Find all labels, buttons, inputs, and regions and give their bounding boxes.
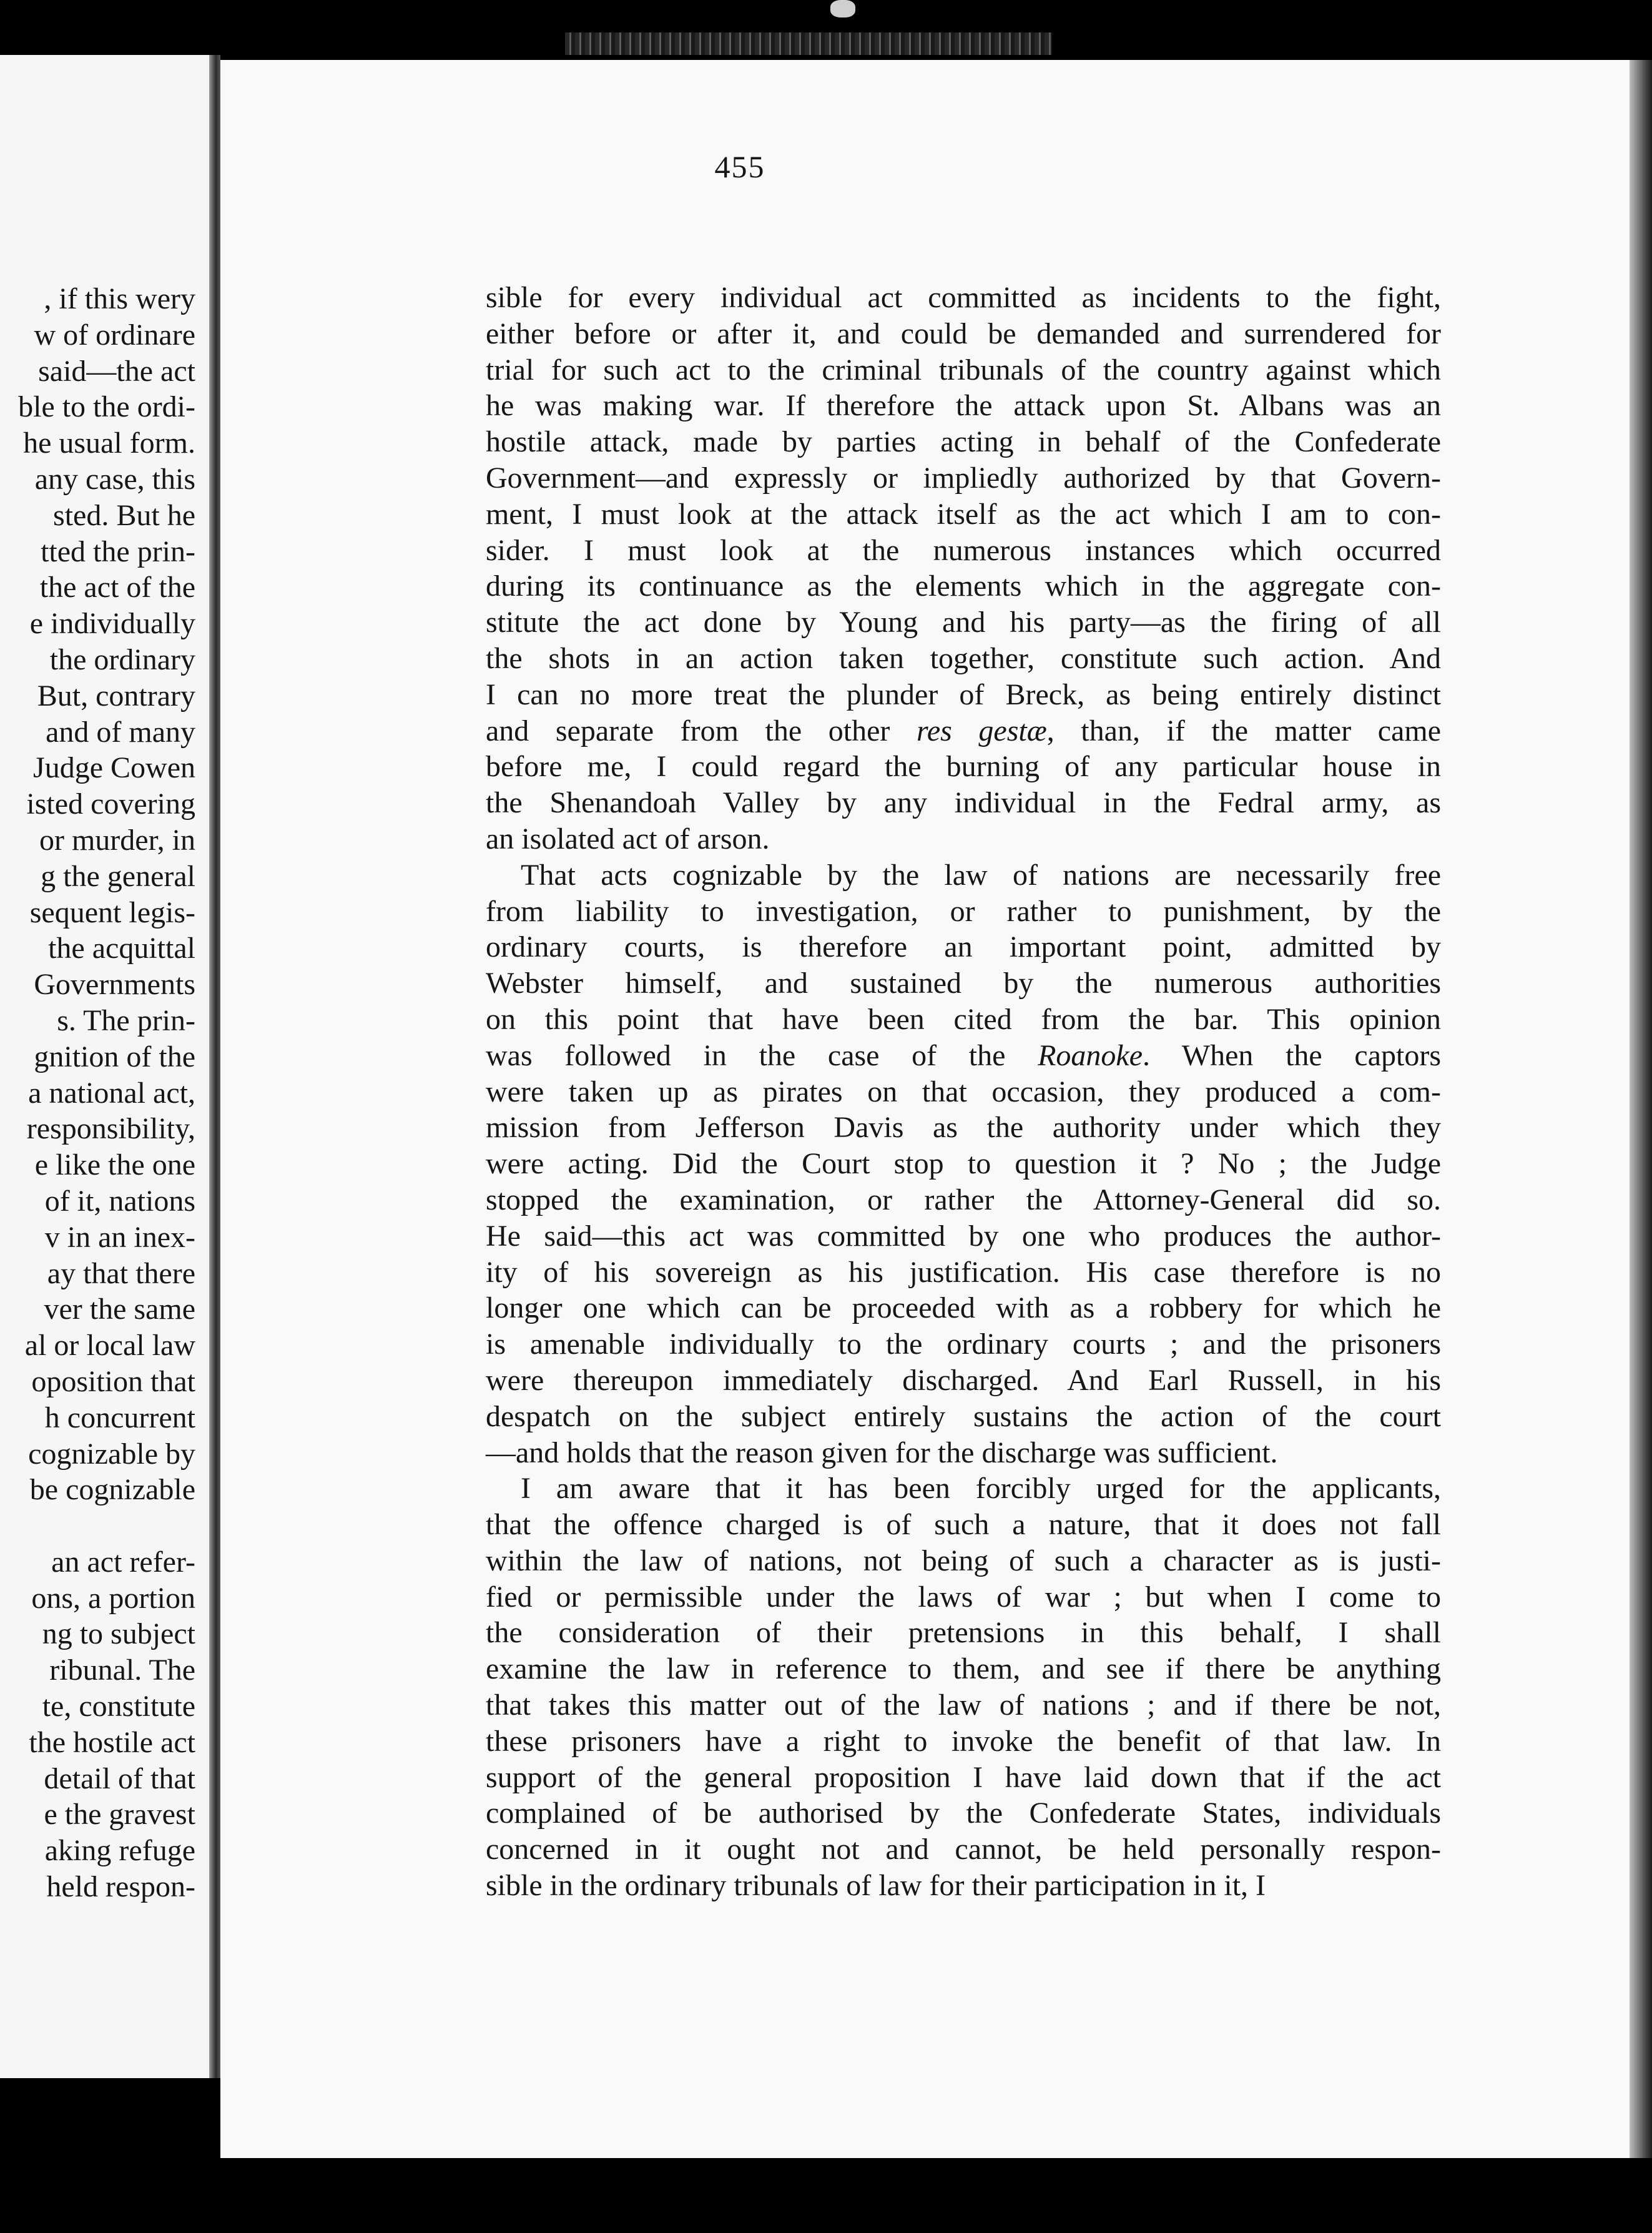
left-page-line: s. The prin- (57, 1003, 195, 1037)
left-page-line: detail of that (44, 1762, 195, 1795)
left-page-line: , if this wery (44, 282, 195, 315)
left-page-line: gnition of the (34, 1040, 195, 1073)
left-page-line: tted the prin- (41, 535, 195, 568)
left-page-line: sequent legis- (29, 895, 195, 929)
text-line: He said—this act was committed by one who produces the author- (486, 1219, 1441, 1253)
left-page-line: isted covering (26, 787, 195, 821)
left-page-line: ay that there (47, 1256, 195, 1290)
text-line: ity of his sovereign as his justification. His case therefore is no (486, 1255, 1441, 1289)
text-line: within the law of nations, not being of such a character as is justi- (486, 1544, 1441, 1577)
left-page-line: ble to the ordi- (18, 390, 195, 424)
text-line: examine the law in reference to them, and see if there be anything (486, 1652, 1441, 1686)
page-number: 455 (714, 149, 765, 184)
text-line: support of the general proposition I have laid down that if the act (486, 1760, 1441, 1794)
text-line: sider. I must look at the numerous instances which occurred (486, 533, 1441, 567)
text-line: hostile attack, made by parties acting in behalf of the Confederate (486, 425, 1441, 459)
left-page-line: e individually (29, 607, 195, 641)
left-page-line: he usual form. (23, 426, 195, 460)
left-page-line: responsibility, (26, 1112, 195, 1146)
left-page-line: or murder, in (39, 823, 195, 857)
text-line: these prisoners have a right to invoke the benefit of that law. In (486, 1724, 1441, 1758)
left-page-line: a national act, (28, 1076, 195, 1110)
left-page-line: held respon- (46, 1870, 195, 1904)
text-line: sible in the ordinary tribunals of law for their participation in it, I (486, 1869, 1266, 1903)
left-page-line: of it, nations (44, 1184, 195, 1218)
left-page-line: the acquittal (48, 932, 195, 965)
text-line: he was making war. If therefore the attack upon St. Albans was an (486, 389, 1441, 423)
text-line: the Shenandoah Valley by any individual in the Fedral army, as (486, 786, 1441, 820)
text-line: were taken up as pirates on that occasion, they produced a com- (486, 1075, 1441, 1108)
text-line: mission from Jefferson Davis as the authority under which they (486, 1111, 1441, 1145)
text-line: despatch on the subject entirely sustains the action of the court (486, 1399, 1441, 1433)
text-line: and separate from the other res gestæ, than, if the matter came (486, 714, 1442, 747)
left-page-line: te, constitute (42, 1690, 195, 1723)
text-line: trial for such act to the criminal tribunals of the country against which (486, 353, 1441, 387)
text-line: Webster himself, and sustained by the numerous authorities (486, 967, 1441, 1000)
text-line: That acts cognizable by the law of nations are necessarily free (521, 858, 1441, 892)
text-line: on this point that have been cited from the bar. This opinion (486, 1002, 1441, 1036)
text-line: Government—and expressly or impliedly authorized by that Govern- (486, 461, 1441, 495)
page-edge-shadow (1630, 60, 1652, 2158)
left-page-line: the hostile act (29, 1725, 195, 1759)
left-page-line: h concurrent (44, 1401, 195, 1434)
text-line: I am aware that it has been forcibly urged for the applicants, (521, 1472, 1441, 1506)
page-gutter (209, 55, 220, 2078)
left-page-line: aking refuge (44, 1834, 195, 1868)
left-page-line: Governments (34, 968, 195, 1002)
left-page-line: be cognizable (29, 1473, 195, 1507)
left-page (0, 55, 209, 2078)
text-line: that takes this matter out of the law of nations ; and if there be not, (486, 1688, 1441, 1722)
text-line: sible for every individual act committed as incidents to the fight, (486, 281, 1441, 314)
text-line: were acting. Did the Court stop to question it ? No ; the Judge (486, 1147, 1441, 1181)
left-page-line: Judge Cowen (33, 751, 195, 785)
left-page-line: cognizable by (28, 1437, 195, 1471)
binding-strip (565, 32, 1052, 55)
left-page-line: the act of the (39, 571, 195, 604)
text-line: before me, I could regard the burning of any particular house in (486, 750, 1441, 784)
text-line: that the offence charged is of such a nature, that it does not fall (486, 1508, 1441, 1542)
text-line: during its continuance as the elements which in the aggregate con- (486, 569, 1441, 603)
text-line: the consideration of their pretensions in this behalf, I shall (486, 1616, 1441, 1650)
text-line: the shots in an action taken together, constitute such action. And (486, 641, 1441, 675)
text-line: were thereupon immediately discharged. And Earl Russell, in his (486, 1363, 1441, 1397)
text-line: stopped the examination, or rather the Attorney-General did so. (486, 1183, 1441, 1216)
text-line: ment, I must look at the attack itself as the act which I am to con- (486, 497, 1441, 531)
left-page-line: al or local law (24, 1329, 195, 1363)
scan-speck (830, 0, 855, 17)
left-page-line: the ordinary (49, 643, 195, 676)
text-line: is amenable individually to the ordinary courts ; and the prisoners (486, 1328, 1441, 1361)
left-page-line: an act refer- (51, 1545, 195, 1579)
left-page-line: ons, a portion (31, 1581, 195, 1615)
left-page-line: ng to subject (42, 1617, 195, 1651)
text-line: ordinary courts, is therefore an important point, admitted by (486, 930, 1441, 964)
text-line: an isolated act of arson. (486, 822, 770, 855)
left-page-line: But, contrary (37, 679, 195, 712)
text-line: fied or permissible under the laws of war ; but when I come to (486, 1580, 1441, 1614)
left-page-line: w of ordinare (34, 318, 195, 352)
body-text (486, 280, 1441, 1904)
left-page-line: any case, this (34, 462, 195, 496)
left-page-line: ribunal. The (49, 1654, 195, 1687)
left-page-line: said—the act (38, 354, 195, 388)
text-line: from liability to investigation, or rather to punishment, by the (486, 894, 1441, 928)
left-page-line (18, 1508, 195, 1544)
text-line: I can no more treat the plunder of Breck, as being entirely distinct (486, 678, 1441, 711)
text-line: was followed in the case of the Roanoke. When the captors (486, 1038, 1442, 1072)
text-line: either before or after it, and could be demanded and surrendered for (486, 317, 1441, 350)
left-page-line: e the gravest (44, 1798, 195, 1831)
text-line: —and holds that the reason given for the discharge was sufficient. (486, 1436, 1278, 1469)
text-line: concerned in it ought not and cannot, be held personally respon- (486, 1833, 1441, 1866)
left-page-line: v in an inex- (44, 1220, 195, 1254)
left-page-text (18, 281, 195, 1905)
text-line: longer one which can be proceeded with as a robbery for which he (486, 1291, 1441, 1325)
left-page-line: oposition that (31, 1364, 195, 1398)
left-page-line: and of many (46, 715, 195, 749)
left-page-line: e like the one (34, 1148, 195, 1182)
text-line: complained of be authorised by the Confederate States, individuals (486, 1797, 1441, 1830)
text-line: stitute the act done by Young and his party—as the firing of all (486, 606, 1441, 639)
left-page-line: ver the same (44, 1293, 195, 1326)
left-page-line: sted. But he (53, 498, 195, 532)
left-page-line: g the general (41, 859, 195, 893)
